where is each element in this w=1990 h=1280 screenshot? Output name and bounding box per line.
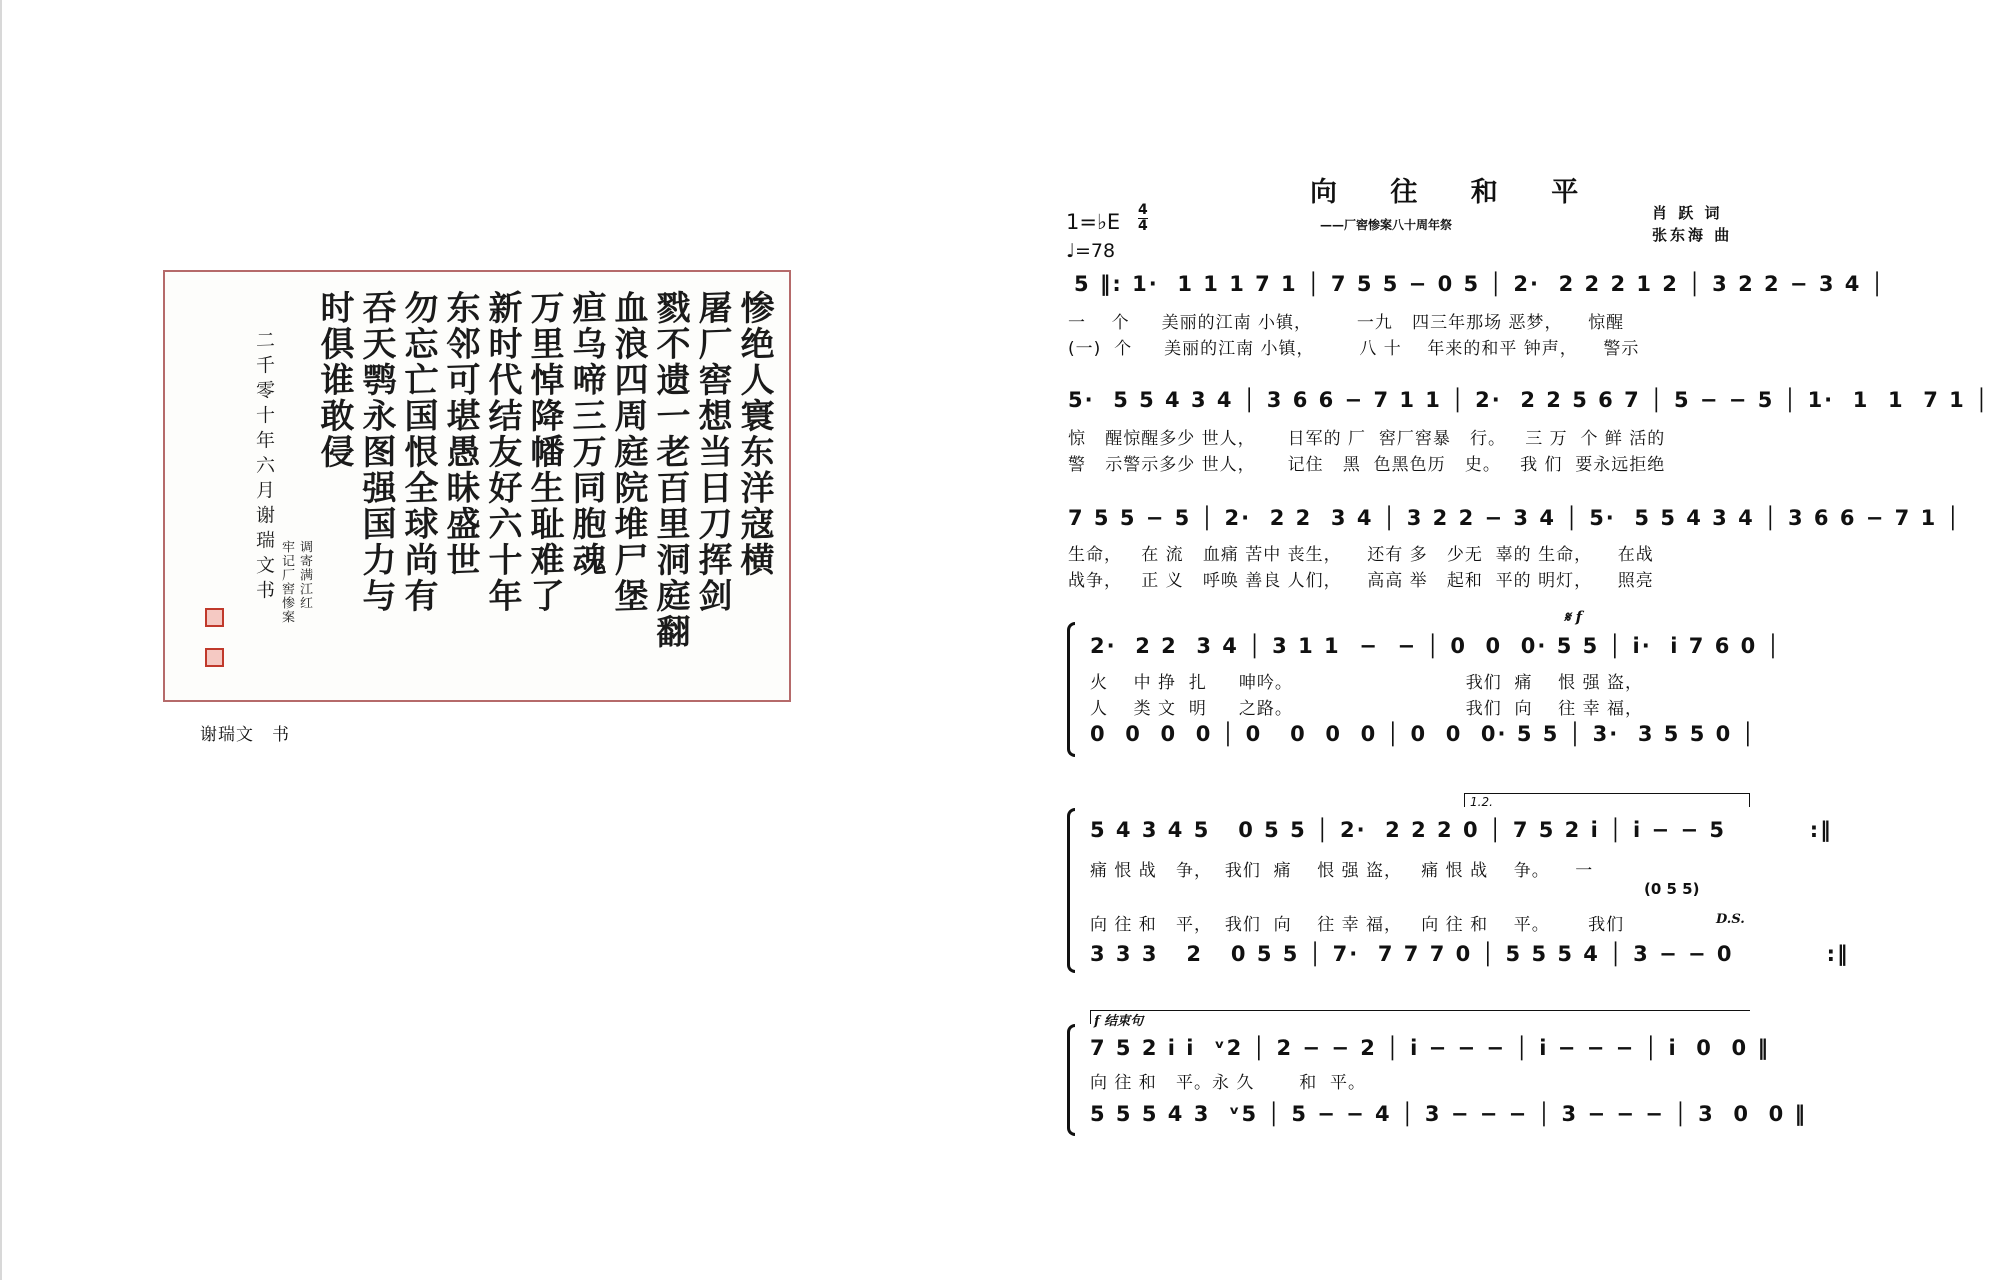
system-brace xyxy=(1067,622,1075,757)
coda-bracket xyxy=(1090,1010,1750,1024)
tempo-marking: ♩=78 xyxy=(1066,240,1116,262)
segno-mark: 𝄋 f xyxy=(1564,608,1583,626)
key-signature: 1=♭E xyxy=(1066,210,1121,234)
lyric-line: 人 类 文 明 之路。 我们 向 往 幸 福， xyxy=(1090,699,1643,719)
calligraphy-column: 东邻可堪愚昧盛世 xyxy=(440,289,480,579)
calligraphy-column: 惨绝人寰东洋寇横 xyxy=(734,289,774,579)
notation-line: 5 5 5 4 3 ᵛ5 │ 5 − − 4 │ 3 − − − │ 3 − − − │ 3 0 0 ‖ xyxy=(1090,1102,1808,1126)
system-brace xyxy=(1067,808,1075,973)
seal-stamp xyxy=(205,648,224,667)
lyric-line: 火 中 挣 扎 呻吟。 我们 痛 恨 强 盗， xyxy=(1090,673,1643,693)
calligraphy-column: 戮不遗一老百里洞庭翻 xyxy=(650,289,690,651)
notation-line: 5 ‖: 1· 1 1 1 7 1 │ 7 5 5 − 0 5 │ 2· 2 2 2 1 2 │ 3 2 2 − 3 4 │ xyxy=(1074,272,1886,296)
coda-label: f 结束句 xyxy=(1094,1014,1144,1029)
volta-bracket xyxy=(1464,793,1750,807)
time-bottom: 4 xyxy=(1138,218,1148,234)
lyric-line: 痛 恨 战 争， 我们 痛 恨 强 盗， 痛 恨 战 争。 一 xyxy=(1090,861,1594,881)
time-signature xyxy=(1138,203,1148,234)
seal-stamp xyxy=(205,608,224,627)
lyric-line: 惊 醒惊醒多少 世人， 日军的 厂 窖厂窖暴 行。 三 万 个 鲜 活的 xyxy=(1068,429,1666,449)
lyric-line: 生命， 在 流 血痛 苦中 丧生， 还有 多 少无 辜的 生命， 在战 xyxy=(1068,545,1654,565)
lyric-line: 战争， 正 义 呼唤 善良 人们， 高高 举 起和 平的 明灯， 照亮 xyxy=(1068,571,1654,591)
lyric-line: 一 个 美丽的江南 小镇， 一九 四三年那场 恶梦， 惊醒 xyxy=(1068,313,1625,333)
calligraphy-note: 调寄满江红 xyxy=(297,539,312,611)
notation-line: 5· 5 5 4 3 4 │ 3 6 6 − 7 1 1 │ 2· 2 2 5 6 7 │ 5 − − 5 │ 1· 1 1 7 1 │ xyxy=(1068,388,1990,412)
calligraphy-column: 血浪四周庭院堆尸堡 xyxy=(608,289,648,615)
composer-credit: 张东海 曲 xyxy=(1652,226,1733,244)
calligraphy-column: 勿忘亡国恨全球尚有 xyxy=(398,289,438,615)
calligraphy-column: 时俱谁敢侵 xyxy=(314,289,354,471)
notation-line: 0 0 0 0 │ 0 0 0 0 │ 0 0 0· 5 5 │ 3· 3 5 5 0 │ xyxy=(1090,722,1757,746)
notation-line: 5 4 3 4 5 0 5 5 │ 2· 2 2 2 0 │ 7 5 2 i │ i − − 5 :‖ xyxy=(1090,818,1833,842)
song-title: 向 往 和 平 xyxy=(1310,177,1601,208)
lyricist-credit: 肖 跃 词 xyxy=(1652,204,1723,222)
lyric-line: 警 示警示多少 世人， 记住 黑 色黑色历 史。 我 们 要永远拒绝 xyxy=(1068,455,1666,475)
page-edge xyxy=(0,0,2,1280)
lyric-line: 向 往 和 平。永 久 和 平。 xyxy=(1090,1073,1367,1093)
song-subtitle: ——厂窖惨案八十周年祭 xyxy=(1320,218,1453,232)
calligraphy-artwork xyxy=(163,270,791,702)
calligraphy-column: 疸乌啼三万同胞魂 xyxy=(566,289,606,579)
calligraphy-column: 新时代结友好六十年 xyxy=(482,289,522,615)
time-top: 4 xyxy=(1138,202,1148,218)
pickup-notes: (0 5 5) xyxy=(1644,880,1700,898)
lyric-line: 向 往 和 平， 我们 向 往 幸 福， 向 往 和 平。 我们 xyxy=(1090,915,1625,935)
calligraphy-column: 吞天鹗永图强国力与 xyxy=(356,289,396,615)
artwork-caption: 谢瑞文 书 xyxy=(200,725,290,745)
notation-line: 2· 2 2 3 4 │ 3 1 1 − − │ 0 0 0· 5 5 │ i· i 7 6 0 │ xyxy=(1090,634,1782,658)
lyric-line: (一) 个 美丽的江南 小镇， 八 十 年来的和平 钟声， 警示 xyxy=(1068,339,1640,359)
notation-line: 7 5 2 i i ᵛ2 │ 2 − − 2 │ i − − − │ i − − − │ i 0 0 ‖ xyxy=(1090,1036,1770,1060)
calligraphy-column: 万里悼降幡生耻难了 xyxy=(524,289,564,615)
notation-line: 7 5 5 − 5 │ 2· 2 2 3 4 │ 3 2 2 − 3 4 │ 5· 5 5 4 3 4 │ 3 6 6 − 7 1 │ xyxy=(1068,506,1962,530)
system-brace xyxy=(1067,1024,1075,1136)
calligraphy-note: 牢记厂窖惨案 xyxy=(279,539,294,625)
dal-segno-mark: D.S. xyxy=(1716,912,1745,927)
volta-label: 1.2. xyxy=(1470,795,1493,809)
calligraphy-signature: 二千零十年六月谢瑞文书 xyxy=(253,329,275,606)
notation-line: 3 3 3 2 0 5 5 │ 7· 7 7 7 0 │ 5 5 5 4 │ 3 − − 0 :‖ xyxy=(1090,942,1850,966)
calligraphy-column: 屠厂窖想当日刀挥剑 xyxy=(692,289,732,615)
